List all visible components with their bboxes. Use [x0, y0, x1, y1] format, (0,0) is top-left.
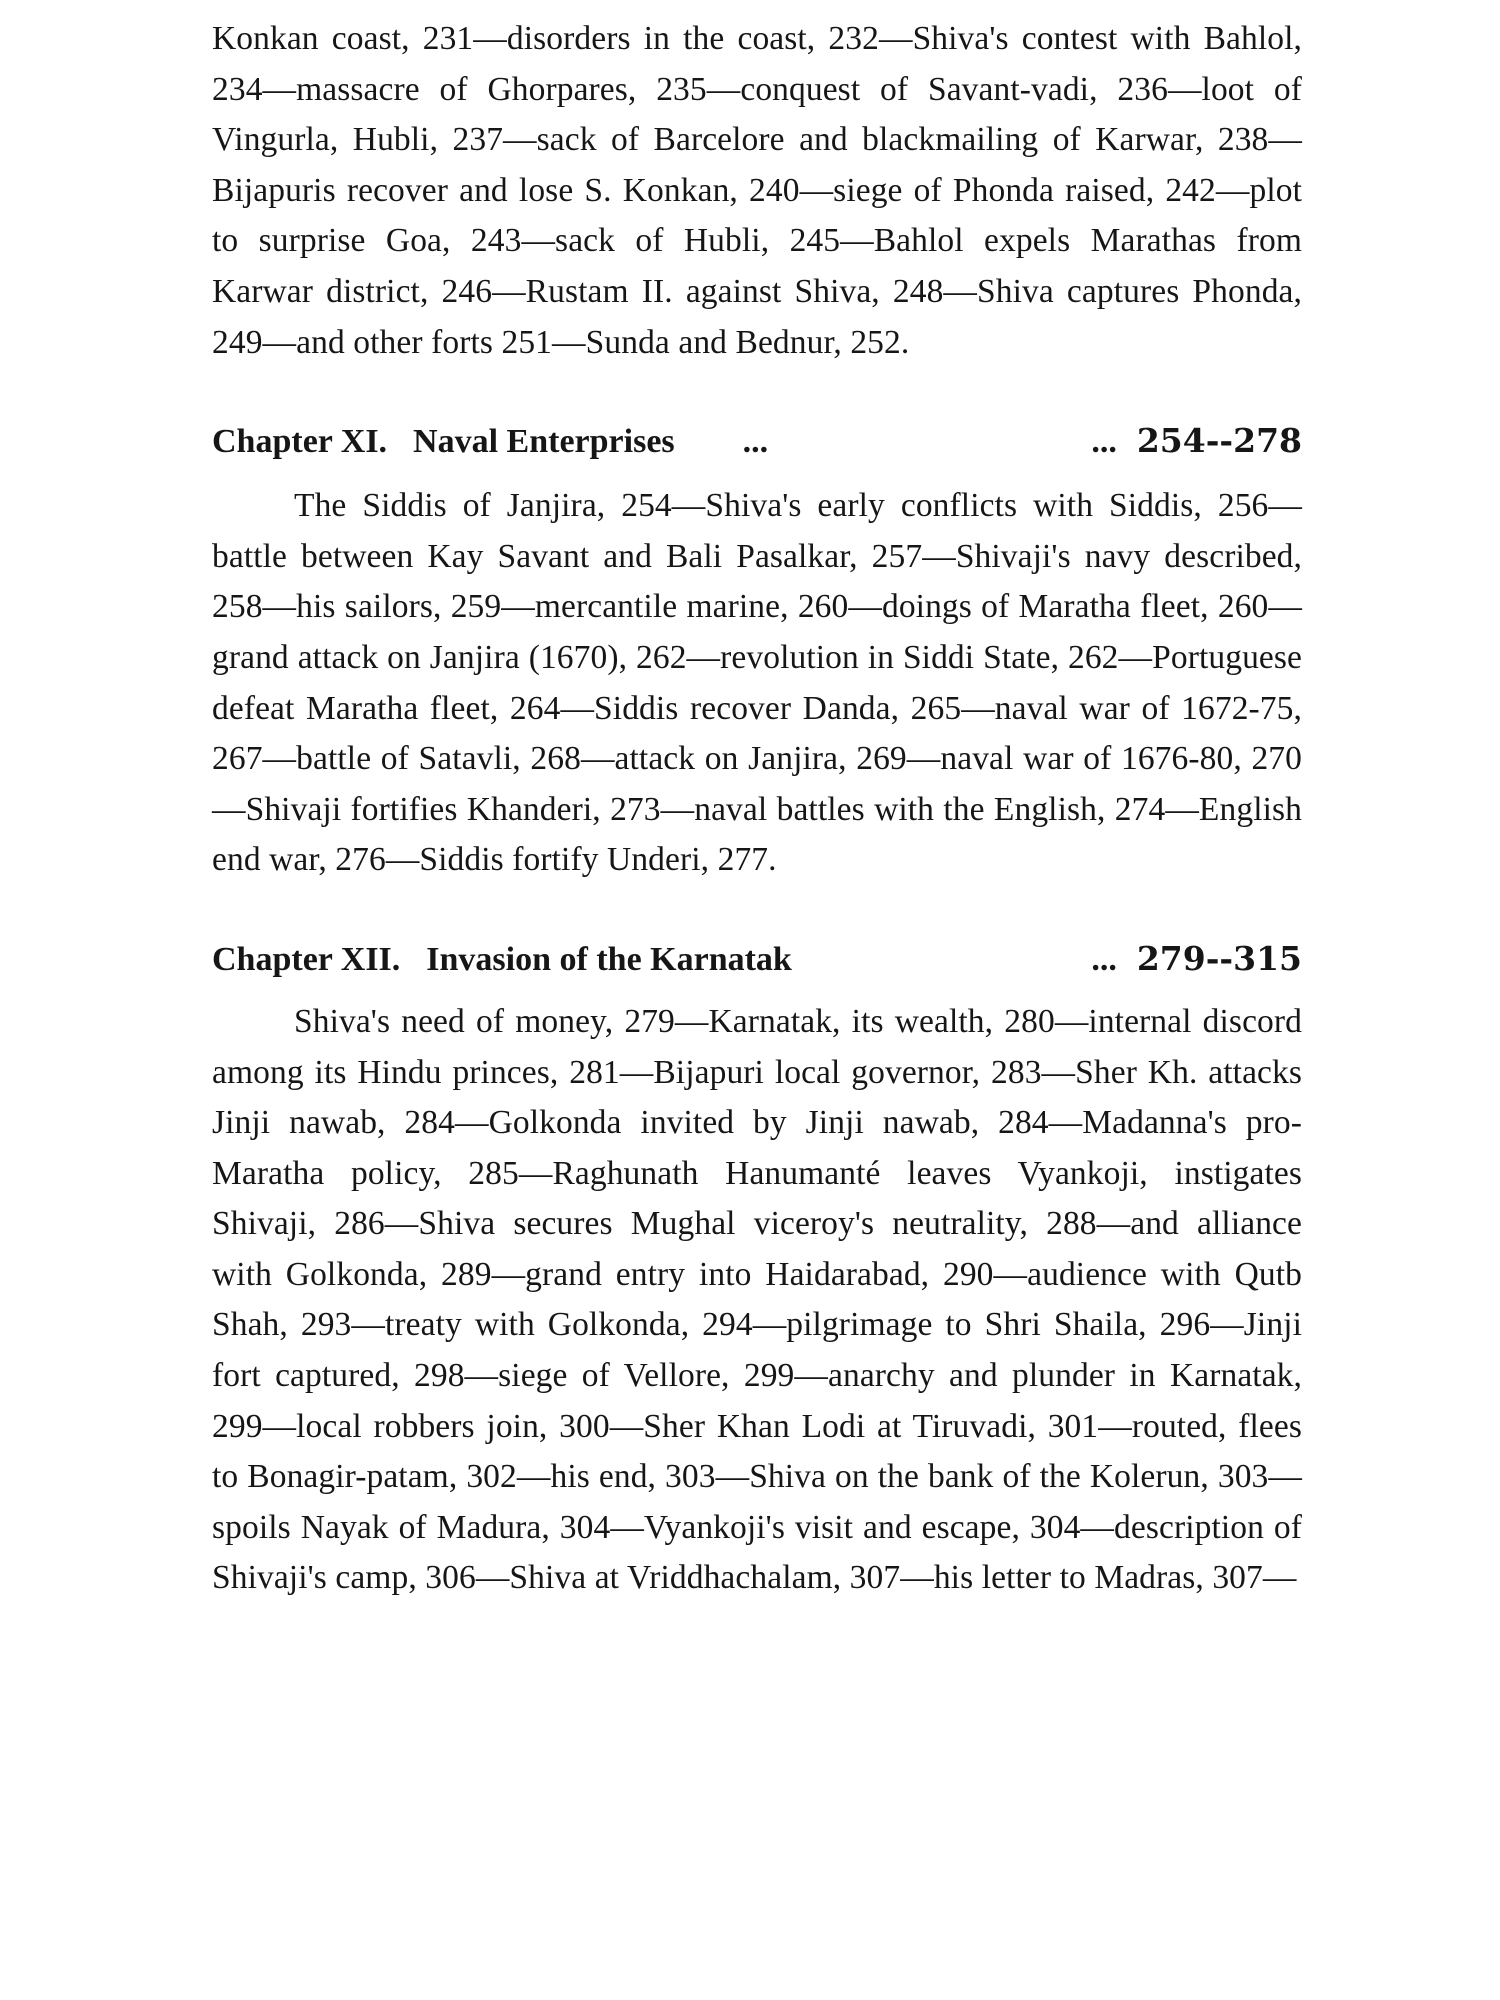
chapter-title: Invasion of the Karnatak	[426, 940, 792, 978]
chapter-pages: 279--315	[1136, 938, 1302, 978]
dot-leader: ...	[1091, 940, 1117, 978]
chapter-pages: 254--278	[1136, 421, 1302, 461]
chapter-summary-xii: Shiva's need of money, 279—Karnatak, its wealth, 280—internal discord among its Hindu princes, 281—Bijapuri local governor, 283—Sher Kh. attacks Jinji nawab, 284—Golkonda invited by Jinji nawab, 284—Madanna's pro-Maratha policy, 285—Raghunath Hanumanté leaves Vyankoji, instigates Shivaji, 286—Shiva secures Mughal viceroy's neutrality, 288—and alliance with Golkonda, 289—grand entry into Haidarabad, 290—audience with Qutb Shah, 293—treaty with Golkonda, 294—pilgrimage to Shri Shaila, 296—Jinji fort captured, 298—siege of Vellore, 299—anarchy and plunder in Karnatak, 299—local robbers join, 300—Sher Khan Lodi at Tiruvadi, 301—routed, flees to Bonagir-patam, 302—his end, 303—Shiva on the bank of the Kolerun, 303—spoils Nayak of Madura, 304—Vyankoji's visit and escape, 304—description of Shivaji's camp, 306—Shiva at Vriddhachalam, 307—his letter to Madras, 307—	[212, 1002, 1302, 1597]
chapter-heading-xi	[212, 417, 1302, 465]
dot-leader: ...	[742, 423, 769, 461]
chapter-number: Chapter XII.	[212, 940, 401, 978]
chapter-title: Naval Enterprises	[413, 423, 675, 461]
chapter-summary-xi: The Siddis of Janjira, 254—Shiva's early conflicts with Siddis, 256—battle between Kay Savant and Bali Pasalkar, 257—Shivaji's navy described, 258—his sailors, 259—mercantile marine, 260—doings of Maratha fleet, 260—grand attack on Janjira (1670), 262—revolution in Siddi State, 262—Portuguese defeat Maratha fleet, 264—Siddis recover Danda, 265—naval war of 1672-75, 267—battle of Satavli, 268—attack on Janjira, 269—naval war of 1676-80, 270—Shivaji fortifies Khanderi, 273—naval battles with the English, 274—English end war, 276—Siddis fortify Underi, 277.	[212, 487, 1302, 879]
chapter-heading-xii	[212, 935, 1302, 983]
dot-leader: ...	[1091, 423, 1117, 461]
chapter-number: Chapter XI.	[212, 423, 388, 461]
intro-paragraph: Konkan coast, 231—disorders in the coast, 232—Shiva's contest with Bahlol, 234—massacre of Ghorpares, 235—conquest of Savant-vadi, 236—loot of Vingurla, Hubli, 237—sack of Barcelore and blackmailing of Karwar, 238—Bijapuris recover and lose S. Konkan, 240—siege of Phonda raised, 242—plot to surprise Goa, 243—sack of Hubli, 245—Bahlol expels Marathas from Karwar district, 246—Rustam II. against Shiva, 248—Shiva captures Phonda, 249—and other forts 251—Sunda and Bednur, 252.	[212, 20, 1302, 361]
contents-page	[212, 14, 1302, 1604]
